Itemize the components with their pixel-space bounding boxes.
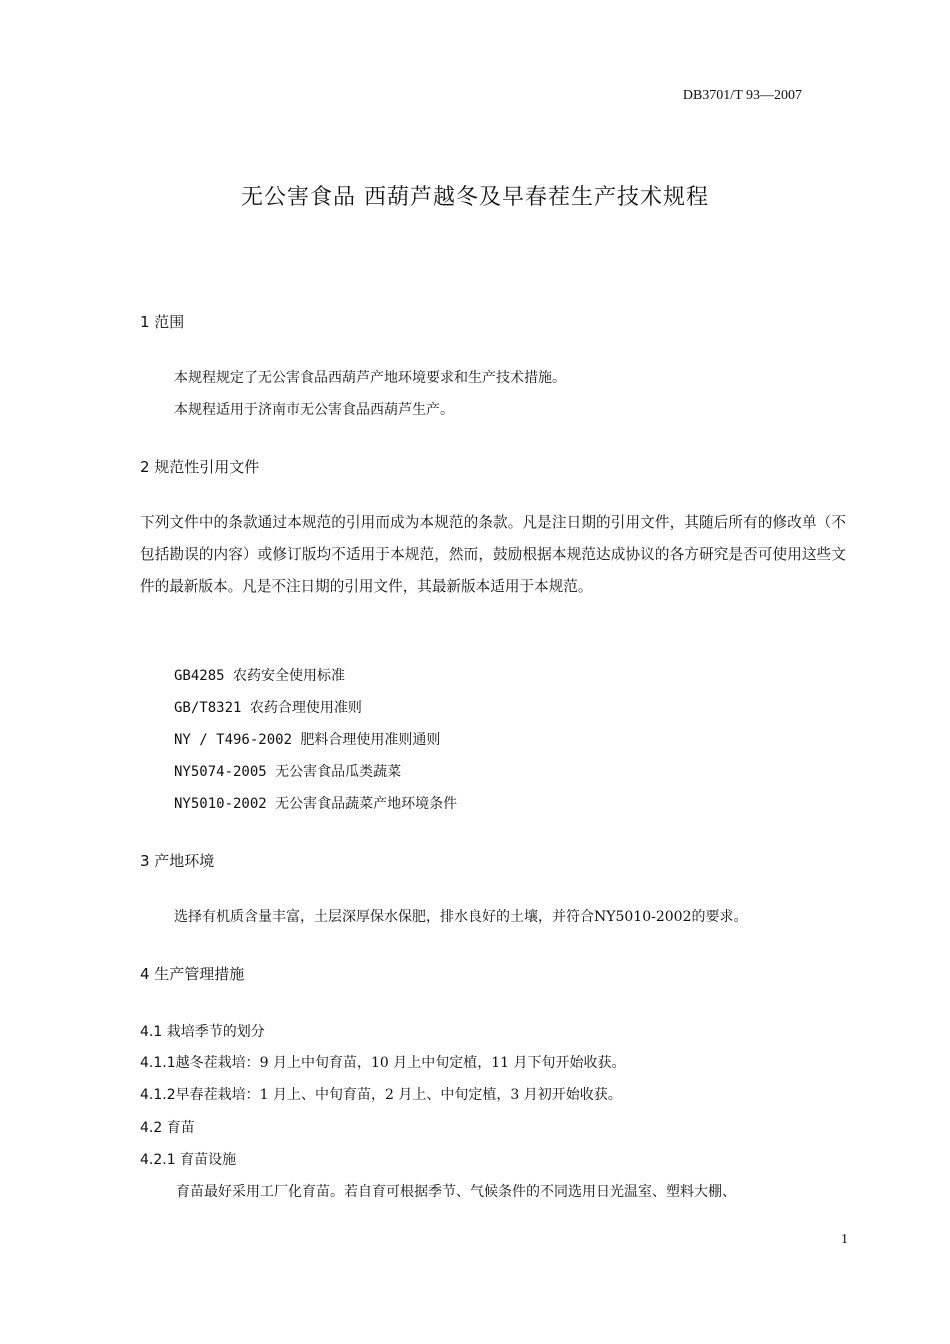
page-number: 1 bbox=[841, 1232, 848, 1247]
clause-number: 4.1.1 bbox=[140, 1055, 176, 1071]
section-4-1-heading: 4.1 栽培季节的划分 bbox=[140, 1024, 265, 1040]
clause-text: 越冬茬栽培：9 月上中旬育苗，10 月上中旬定植，11 月下旬开始收获。 bbox=[175, 1055, 626, 1071]
section-1-heading: 1 范围 bbox=[140, 313, 185, 331]
clause-number: 4.1.2 bbox=[140, 1087, 176, 1103]
section-1-para-2: 本规程适用于济南市无公害食品西葫芦生产。 bbox=[174, 402, 454, 418]
reference-item: NY5074-2005 无公害食品瓜类蔬菜 bbox=[174, 764, 402, 780]
clause-text: 早春茬栽培：1 月上、中旬育苗，2 月上、中旬定植，3 月初开始收获。 bbox=[175, 1087, 622, 1103]
section-4-1-1 bbox=[140, 1052, 626, 1072]
section-3-para: 选择有机质含量丰富，土层深厚保水保肥，排水良好的土壤，并符合NY5010-2002的要求。 bbox=[174, 909, 748, 925]
section-1-para-1: 本规程规定了无公害食品西葫芦产地环境要求和生产技术措施。 bbox=[174, 370, 566, 386]
reference-item: NY / T496-2002 肥料合理使用准则通则 bbox=[174, 732, 441, 748]
section-2-intro: 下列文件中的条款通过本规范的引用而成为本规范的条款。凡是注日期的引用文件，其随后所有的修改单（不包括勘误的内容）或修订版均不适用于本规范，然而，鼓励根据本规范达成协议的各方研究是否可使用这些文件的最新版本。凡是不注日期的引用文件，其最新版本适用于本规范。 bbox=[140, 514, 846, 595]
section-2-heading: 2 规范性引用文件 bbox=[140, 458, 260, 476]
reference-item: NY5010-2002 无公害食品蔬菜产地环境条件 bbox=[174, 796, 458, 812]
section-4-1-2 bbox=[140, 1084, 622, 1104]
document-title: 无公害食品 西葫芦越冬及早春茬生产技术规程 bbox=[241, 185, 709, 210]
reference-item: GB/T8321 农药合理使用准则 bbox=[174, 700, 362, 716]
document-number: DB3701/T 93—2007 bbox=[682, 88, 802, 103]
section-4-2-1-para: 育苗最好采用工厂化育苗。若自育可根据季节、气候条件的不同选用日光温室、塑料大棚、 bbox=[176, 1184, 736, 1200]
section-4-heading: 4 生产管理措施 bbox=[140, 965, 245, 983]
reference-item: GB4285 农药安全使用标准 bbox=[174, 668, 346, 684]
section-4-2-1-heading: 4.2.1 育苗设施 bbox=[140, 1152, 237, 1168]
section-3-heading: 3 产地环境 bbox=[140, 852, 215, 870]
section-4-2-heading: 4.2 育苗 bbox=[140, 1120, 195, 1136]
